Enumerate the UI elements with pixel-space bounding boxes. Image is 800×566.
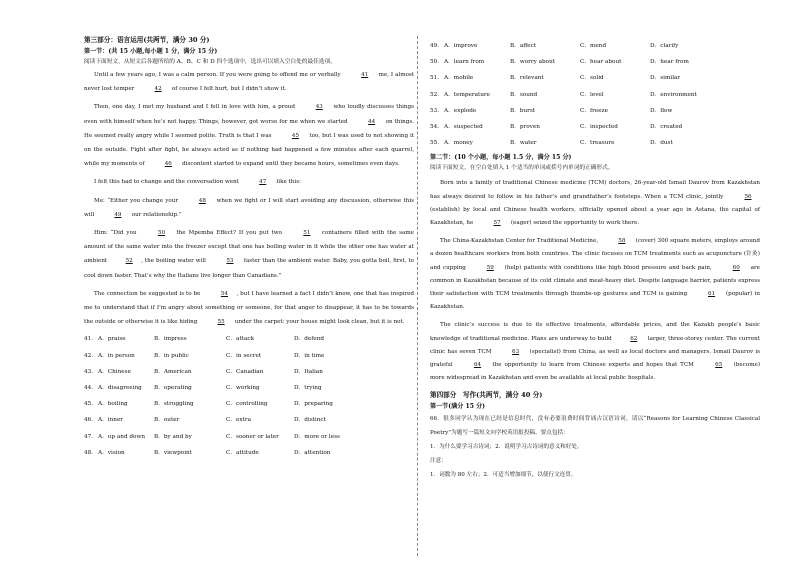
blank-50: 50 [157, 230, 166, 237]
blank-42: 42 [154, 86, 162, 93]
left-column [84, 34, 414, 461]
blank-57: 57 [493, 219, 501, 226]
option-row: 43． A．Chinese B．American C．Canadian D．Italian [84, 368, 323, 375]
blank-44: 44 [368, 118, 376, 125]
blank-60: 60 [732, 264, 740, 271]
blank-61: 61 [708, 290, 716, 297]
blank-58: 58 [618, 238, 626, 245]
option-row: 54． A．suspected B．proven C．inspected D．created [430, 123, 683, 130]
option-row: 46． A．inner B．outer C．extra D．distinct [84, 417, 326, 424]
blank-48: 48 [198, 197, 206, 204]
option-row: 44． A．disagreeing B．operating C．working D．trying [84, 385, 322, 392]
blank-63: 63 [512, 348, 520, 355]
section2-instructions: 阅读下面短文，在空白处填入 1 个适当的单词或括号内单词的正确形式。 [430, 165, 614, 172]
blank-54: 54 [220, 290, 228, 297]
option-row: 49． A．improve B．affect C．mend D．clarify [430, 43, 679, 49]
passage-paragraph-4: Me: “Either you change your 48 when we fight or I will start avoiding any discussion, otherwise this will 49 our relationship.” [84, 194, 414, 222]
options-right [430, 38, 760, 151]
option-row: 52． A．temperature B．sound C．level D．environment [430, 91, 697, 98]
option-row: 51． A．mobile B．relevant C．solid D．similar [430, 75, 681, 82]
section1-title: 第一节：(共 15 小题,每小题 1 分，满分 15 分) [84, 48, 218, 55]
writing-prompt: 66．很多同学认为现在已经是信息时代，没有必要浪费时间背诵古汉语诗词。请以“Reasons for Learning Chinese Classical Poetry”为题写一篇短文向学校英语报投稿，要点包括： [430, 416, 760, 437]
blank-47: 47 [259, 179, 267, 186]
option-row: 53． A．explode B．burst C．freeze D．flow [430, 107, 673, 114]
blank-43: 43 [315, 104, 323, 111]
note-1: 1．词数为 80 左右；2．可适当增加细节，以使行文连贯。 [430, 472, 577, 479]
blank-52: 52 [125, 258, 133, 265]
passage2-paragraph-1: Born into a family of traditional Chinese medicine (TCM) doctors, 26-year-old Ismail Daurov from Kazakhstan has always desired to follow in his father’s and grandfather’s footsteps. When a TCM clinic, jointly 56 (establish) by local and Chinese health workers, officially opened about a year ago in Astana, the capital of Kazakhstan, he 57 (eager) seized the opportunity to work there. [430, 177, 760, 230]
option-row: 48． A．vision B．viewpoint C．attitude D．attention [84, 449, 331, 456]
option-row: 45． A．boiling B．struggling C．controlling D．preparing [84, 401, 333, 408]
option-row: 42． A．in person B．in public C．in secret D．in time [84, 352, 325, 359]
passage2-paragraph-3: The clinic’s success is due to its effective treatments, affordable prices, and the Kazakh people’s basic knowledge of traditional medicine. Plans are underway to build 62 larger, three-storey center. The current clinic has seven TCM 63 (specialist) from China, as well as local doctors and managers. Ismail Daurov is grateful 64 the opportunity to learn from Chinese experts and hopes that TCM 65 (become) more widespread in Kazakhstan and even be available at local public hospitals. [430, 322, 761, 382]
option-row: 50． A．learn from B．worry about C．hear about D．hear from [430, 59, 689, 66]
column-divider [417, 36, 418, 556]
option-row: 55． A．money B．water C．treasure D．dust [430, 140, 673, 147]
options-left [84, 331, 414, 461]
passage-paragraph-1: Until a few years ago, I was a calm person. If you were going to offend me or verbally 41 me, I almost never lost temper 42 of course I felt hurt, but I didn’t show it. [84, 68, 414, 96]
passage-paragraph-6: The connection he suggested is to be 54 , but I have learned a fact I didn’t know, one that has inspired me to understand that if I’m angry about something or someone, for that anger to disappear, it has to be towards the outside or otherwise it is like hiding 55 under the carpet: your house might look clean, but it is not. [84, 287, 414, 330]
writing-points: 1．为什么要学习古诗词；2．说明学习古诗词的意义和好处。 [430, 444, 583, 451]
blank-56: 56 [744, 193, 752, 200]
section1-instructions: 阅读下面短文，从短文后各题所给的 A、B、C 和 D 四个选项中，选出可以填入空白处的最佳选项。 [84, 59, 336, 65]
blank-51: 51 [303, 230, 311, 237]
blank-64: 64 [473, 361, 482, 368]
blank-55: 55 [217, 319, 225, 326]
blank-45: 45 [291, 132, 300, 139]
option-row: 41． A．praise B．impress C．attack D．defend [84, 336, 325, 343]
part4-section1-title: 第一节(满分 15 分) [430, 403, 486, 411]
passage-paragraph-2: Then, one day, I met my husband and I fell in love with him, a proud 43 who loudly discusses things even with himself when he’s not happy. Things, however, got worse for me when we started 44 on things. He seemed really angry while I seemed polite. Truth is that I was 45 too, but I was used to not showing it on the outside. Fight after fight, he always acted as if nothing had happened a few minutes after each quarrel, while my moments of 46 discontent started to expand until they became hours, sometimes even days. [84, 100, 414, 171]
passage-paragraph-5: Him: “Did you 50 the Mpemba Effect? If you put two 51 containers filled with the same amount of the same water into the freezer except that one has boiling water in it while the other one has water at ambient 52 , the boiling water will 53 faster than the ambient water. Baby, you gotta boil, first, to cool down faster. That’s why the Italians live longer than Canadians.” [84, 226, 414, 283]
blank-41: 41 [361, 72, 369, 78]
blank-59: 59 [486, 264, 494, 271]
blank-62: 62 [630, 335, 638, 342]
part4-title: 第四部分 写作(共两节，满分 40 分) [430, 391, 543, 400]
note-label: 注意： [430, 458, 447, 465]
blank-46: 46 [164, 161, 172, 168]
blank-49: 49 [114, 211, 122, 218]
blank-53: 53 [226, 258, 234, 265]
passage2-paragraph-2: The China-Kazakhstan Center for Traditional Medicine, 58 (cover) 300 square meters, employs around a dozen healthcare workers from both countries. The clinic focuses on TCM treatments such as acupuncture (针灸) and cupping 59 (help) patients with conditions like high blood pressure and back pain, 60 are common in Kazakhstan because of its cold climate and meat-heavy diet. Despite language barrier, patients express their satisfaction with TCM treatments through thumbs-up gestures and TCM is gaining 61 (popular) in Kazakhstan. [430, 235, 760, 314]
blank-65: 65 [715, 361, 723, 368]
section2-title: 第二节：(10 个小题，每小题 1.5 分，满分 15 分) [430, 154, 572, 162]
option-row: 47． A．up and down B．by and by C．sooner or later D．more or less [84, 433, 340, 440]
passage-paragraph-3: I felt this had to change and the conversation went 47 like this: [84, 175, 414, 189]
part3-title: 第三部分：语言运用(共两节，满分 30 分) [84, 36, 210, 44]
right-column [430, 38, 760, 482]
